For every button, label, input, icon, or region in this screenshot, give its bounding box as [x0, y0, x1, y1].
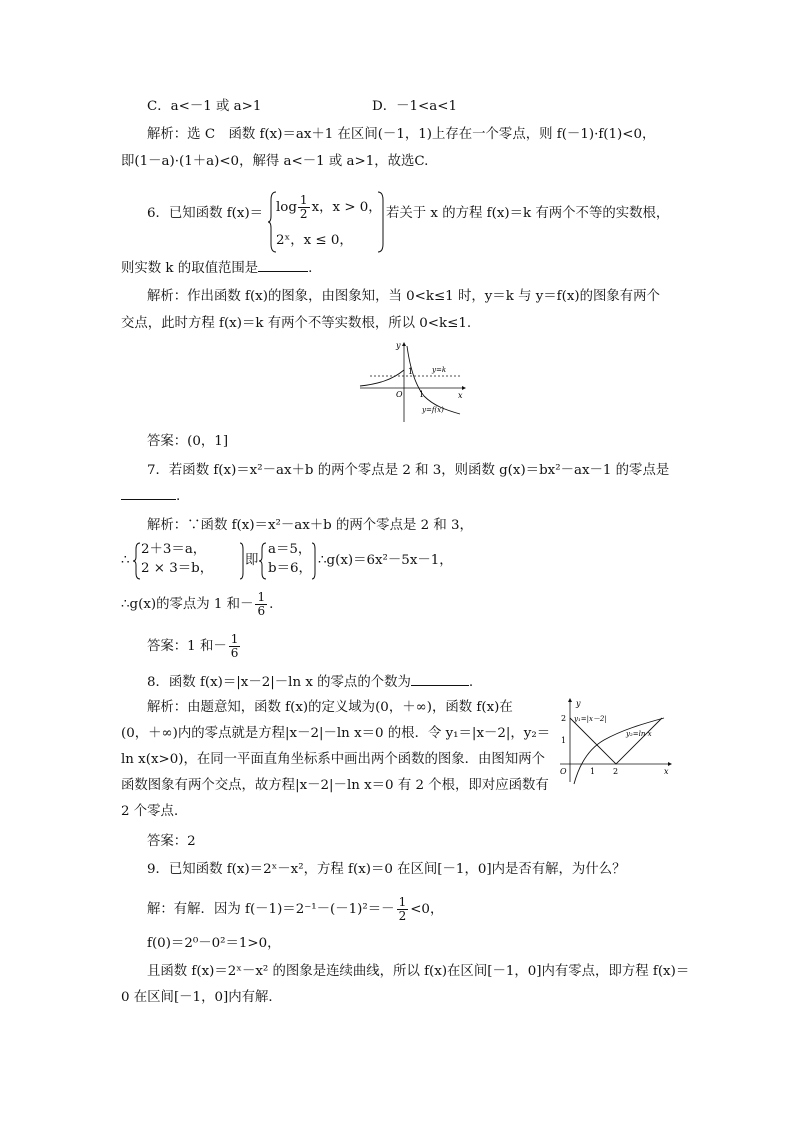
q6-stem-line2-text: 则实数 k 的取值范围是	[121, 261, 259, 276]
q6-case2: 2ˣ，x ≤ 0，	[276, 233, 353, 248]
q8-stem-text: 8．函数 f(x)＝|x－2|－ln x 的零点的个数为	[147, 675, 411, 690]
line-label: y=k	[432, 366, 447, 374]
y-label: y	[576, 699, 581, 708]
q6-stem-suffix: 若关于 x 的方程 f(x)＝k 有两个不等的实数根，	[386, 206, 670, 221]
brace-left-icon	[259, 542, 267, 580]
q7-zeros: ∴g(x)的零点为 1 和－ $\frac{1}{6}$ .	[121, 590, 274, 618]
answer-blank	[121, 487, 176, 500]
q8-graph	[556, 696, 674, 788]
x-label: x	[664, 767, 669, 776]
q6-stem-line2: 则实数 k 的取值范围是 .	[121, 261, 313, 276]
q8-stem: 8．函数 f(x)＝|x－2|－ln x 的零点的个数为 .	[147, 675, 474, 690]
origin-label: O	[396, 390, 403, 399]
q6-piecewise	[268, 190, 386, 254]
g-expression: ∴g(x)＝6x²－5x－1，	[318, 553, 453, 568]
q8-answer: 答案：2	[147, 834, 196, 849]
tick-y-1: 1	[561, 736, 567, 745]
q6-answer: 答案：(0，1]	[147, 434, 229, 449]
label-y2: y₂=ln x	[626, 730, 652, 738]
q6-case1-log: log	[276, 200, 297, 215]
frac-num: 1	[230, 632, 239, 646]
q7-answer	[147, 633, 242, 660]
q9-solution-text: 解：有解．因为 f(－1)＝2⁻¹－(－1)²＝－	[147, 902, 395, 917]
therefore-symbol: ∴	[121, 553, 130, 568]
y-axis-arrow-icon	[568, 698, 572, 702]
q6-case1-den: 2	[299, 207, 308, 221]
frac-den: 6	[257, 604, 266, 618]
q9-solution-line2: f(0)＝2⁰－0²＝1>0，	[147, 936, 281, 951]
q9-solution-line3: 且函数 f(x)＝2ˣ－x² 的图象是连续曲线，所以 f(x)在区间[－1，0]内有零点，即方程 f(x)＝	[147, 964, 690, 979]
q7-analysis-line1: 解析：∵函数 f(x)＝x²－ax＋b 的两个零点是 2 和 3，	[147, 518, 473, 533]
tick-x-2: 2	[613, 767, 619, 776]
frac-num: 1	[398, 895, 407, 909]
frac-den: 2	[398, 909, 407, 923]
frac-num: 1	[257, 590, 266, 604]
q6-analysis-line2: 交点，此时方程 f(x)＝k 有两个不等实数根，所以 0<k≤1.	[121, 316, 472, 331]
answer-blank	[411, 673, 469, 686]
sys2-line1: a＝5，	[268, 542, 312, 557]
q8-analysis-line5: 2 个零点．	[121, 804, 188, 819]
q7-zeros-text: ∴g(x)的零点为 1 和－	[121, 597, 254, 612]
brace-right-icon	[311, 542, 317, 580]
sys1-line1: 2＋3＝a，	[141, 542, 207, 557]
q6-case1-rest: x，x > 0，	[311, 200, 382, 215]
frac-den: 6	[230, 646, 239, 660]
curve-exp	[360, 370, 404, 386]
ji-word: 即	[245, 553, 259, 568]
q6-graph	[358, 340, 468, 424]
y-axis-arrow-icon	[402, 342, 406, 346]
curve-abs	[570, 718, 662, 764]
q5-analysis-line2: 即(1－a)·(1＋a)<0，解得 a<－1 或 a>1，故选C.	[121, 154, 429, 169]
q7-answer-text: 答案：1 和－	[147, 639, 227, 654]
x-axis-arrow-icon	[462, 386, 466, 390]
q8-analysis-line3: ln x(x>0)，在同一平面直角坐标系中画出两个函数的图象．由图知两个	[121, 752, 545, 767]
curve-log	[407, 346, 460, 414]
q5-analysis-line1: 解析：选 C 函数 f(x)＝ax＋1 在区间(－1，1)上存在一个零点，则 f(－1)·f(1)<0，	[147, 127, 656, 142]
origin-label: O	[560, 767, 567, 776]
q7-stem-line1: 7．若函数 f(x)＝x²－ax＋b 的两个零点是 2 和 3，则函数 g(x)＝bx²－ax－1 的零点是	[147, 463, 670, 478]
tick-y-2: 2	[561, 714, 567, 723]
sys2-line2: b＝6，	[268, 561, 312, 576]
tick-y-1: 1	[408, 367, 414, 376]
x-label: x	[458, 391, 463, 400]
q8-analysis-line2: (0，＋∞)内的零点就是方程|x－2|－ln x＝0 的根．令 y₁＝|x－2|，y₂＝	[121, 726, 551, 741]
brace-left-icon	[133, 542, 141, 580]
q6-analysis-line1: 解析：作出函数 f(x)的图象，由图象知，当 0<k≤1 时，y＝k 与 y＝f(x)的图象有两个	[147, 289, 660, 304]
x-axis-arrow-icon	[668, 762, 672, 766]
q6-case1	[276, 194, 382, 221]
tick-x-1: 1	[419, 390, 425, 399]
curve-label: y=f(x)	[422, 406, 444, 414]
option-d: D．－1<a<1	[372, 99, 457, 114]
q9-solution-suffix: <0，	[410, 902, 444, 917]
sys1-line2: 2 × 3＝b，	[141, 561, 214, 576]
q6-case1-num: 1	[299, 193, 308, 207]
tick-x-1: 1	[590, 767, 596, 776]
q9-solution-line4: 0 在区间[－1，0]内有解．	[121, 990, 282, 1005]
curve-ln	[574, 718, 664, 784]
q7-stem-line2: .	[121, 487, 180, 507]
q9-solution-line1	[147, 896, 443, 923]
answer-blank	[258, 259, 308, 272]
q8-analysis-line1: 解析：由题意知，函数 f(x)的定义域为(0，＋∞)，函数 f(x)在	[147, 700, 513, 715]
option-c: C．a<－1 或 a>1	[147, 99, 262, 114]
q9-stem: 9．已知函数 f(x)＝2ˣ－x²，方程 f(x)＝0 在区间[－1，0]内是否有解，为什么？	[147, 862, 626, 877]
q8-analysis-line4: 函数图象有两个交点，故方程|x－2|－ln x＝0 有 2 个根，即对应函数有	[121, 778, 549, 793]
q6-stem-prefix: 6．已知函数 f(x)＝	[147, 206, 264, 221]
y-label: y	[396, 341, 401, 350]
q7-system-row	[121, 541, 481, 581]
label-y1: y₁=|x－2|	[574, 715, 607, 723]
